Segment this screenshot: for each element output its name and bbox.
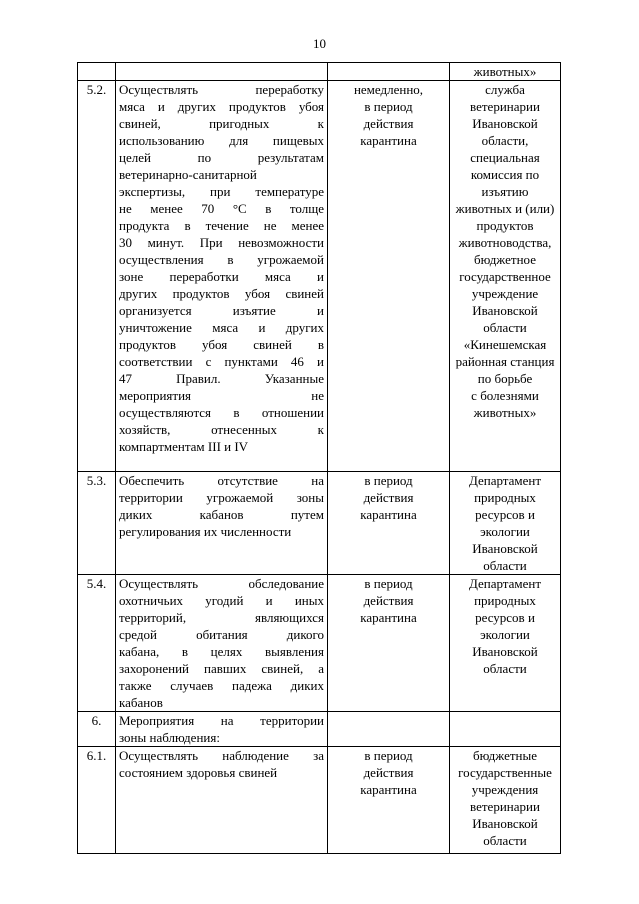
term-text — [328, 81, 450, 472]
action-text-line: ветеринарно-санитарной — [119, 167, 257, 182]
action-text-line: зоне переработки мяса и — [119, 269, 324, 284]
responsible-text-line: животных» — [473, 64, 537, 79]
action-text-line: Осуществлять наблюдение за — [119, 748, 324, 763]
responsible-text-line: ветеринарии — [470, 99, 540, 114]
responsible-text-line: государственные — [458, 765, 552, 780]
responsible-text-line: Ивановской — [472, 303, 538, 318]
responsible-text-line: Ивановской — [472, 816, 538, 831]
term-text-line: в период — [364, 473, 413, 488]
responsible-text-line: природных — [474, 593, 536, 608]
action-text-line: Обеспечить отсутствие на — [119, 473, 324, 488]
action-text-line: не менее 70 °С в толще — [119, 201, 324, 216]
action-text-line: использованию для пищевых — [119, 133, 324, 148]
responsible-text-line: области — [483, 661, 527, 676]
term-text — [328, 747, 450, 854]
action-text-line: диких кабанов путем — [119, 507, 324, 522]
action-text-line: мяса и других продуктов убоя — [119, 99, 324, 114]
action-text-line: территорий, являющихся — [119, 610, 324, 625]
responsible-text-line: учреждение — [471, 286, 539, 301]
action-text — [116, 712, 328, 747]
term-text-line: карантина — [360, 133, 417, 148]
action-text-line: кабанов — [119, 695, 163, 710]
action-text-line: мероприятия не — [119, 388, 324, 403]
term-text-line: действия — [363, 765, 414, 780]
term-text-line: действия — [363, 593, 414, 608]
responsible-text-line: служба — [485, 82, 525, 97]
responsible-text-line: экологии — [480, 524, 530, 539]
responsible-text-line: Департамент — [468, 576, 542, 591]
item-number: 5.4. — [78, 575, 116, 712]
action-text-line: зоны наблюдения: — [119, 730, 220, 745]
responsible-text-line: с болезнями — [471, 388, 539, 403]
action-text-line: других продуктов убоя свиней — [119, 286, 324, 301]
responsible-text-line: районная станция — [455, 354, 555, 369]
action-text-line: 47 Правил. Указанные — [119, 371, 324, 386]
term-text-line: карантина — [360, 782, 417, 797]
action-text-line: уничтожение мяса и других — [119, 320, 324, 335]
item-number: 6. — [78, 712, 116, 747]
responsible-text-line: Ивановской — [472, 541, 538, 556]
action-text-line: осуществления в угрожаемой — [119, 252, 324, 267]
page-number: 10 — [313, 36, 326, 51]
action-text-line: охотничьих угодий и иных — [119, 593, 324, 608]
responsible-text-line: изъятию — [481, 184, 529, 199]
responsible-text — [450, 472, 561, 575]
action-text — [116, 747, 328, 854]
table-row — [78, 81, 561, 472]
measures-table-body — [78, 63, 561, 854]
measures-table — [77, 62, 561, 854]
term-text — [328, 63, 450, 81]
responsible-text-line: бюджетные — [472, 748, 537, 763]
responsible-text-line: животноводства, — [458, 235, 552, 250]
responsible-text — [450, 575, 561, 712]
term-text-line: в период — [364, 576, 413, 591]
action-text-line: продуктов убоя свиней в — [119, 337, 324, 352]
responsible-text-line: области, — [481, 133, 529, 148]
responsible-text-line: специальная — [470, 150, 540, 165]
action-text — [116, 575, 328, 712]
responsible-text-line: Ивановской — [472, 116, 538, 131]
term-text — [328, 472, 450, 575]
responsible-text-line: животных и (или) — [455, 201, 555, 216]
responsible-text — [450, 81, 561, 472]
responsible-text-line: природных — [474, 490, 536, 505]
responsible-text — [450, 63, 561, 81]
action-text — [116, 472, 328, 575]
responsible-text-line: ресурсов и — [475, 507, 535, 522]
responsible-text — [450, 747, 561, 854]
responsible-text-line: учреждения — [471, 782, 539, 797]
action-text-line: 30 минут. При невозможности — [119, 235, 324, 250]
action-text-line: продукта в течение не менее — [119, 218, 324, 233]
action-text-line: свиней, пригодных к — [119, 116, 324, 131]
action-text-line: организуется изъятие и — [119, 303, 324, 318]
responsible-text-line: продуктов — [476, 218, 534, 233]
term-text-line: в период — [364, 748, 413, 763]
action-text-line: состоянием здоровья свиней — [119, 765, 278, 780]
responsible-text-line: экологии — [480, 627, 530, 642]
responsible-text-line: области — [483, 833, 527, 848]
action-text-line: территории угрожаемой зоны — [119, 490, 324, 505]
action-text-line: компартментам III и IV — [119, 439, 249, 454]
action-text-line: экспертизы, при температуре — [119, 184, 324, 199]
responsible-text-line: государственное — [459, 269, 551, 284]
term-text-line: карантина — [360, 610, 417, 625]
responsible-text-line: области — [483, 320, 527, 335]
action-text — [116, 81, 328, 472]
term-text-line: немедленно, — [353, 82, 424, 97]
item-number: 6.1. — [78, 747, 116, 854]
action-text-line: Осуществлять переработку — [119, 82, 324, 97]
action-text-line: Осуществлять обследование — [119, 576, 324, 591]
action-text-line: хозяйств, отнесенных к — [119, 422, 324, 437]
responsible-text-line: «Кинешемская — [463, 337, 547, 352]
action-text-line: регулирования их численности — [119, 524, 292, 539]
item-number: 5.3. — [78, 472, 116, 575]
term-text — [328, 712, 450, 747]
term-text-line: действия — [363, 116, 414, 131]
action-text-line: целей по результатам — [119, 150, 324, 165]
action-text-line: захоронений павших свиней, а — [119, 661, 324, 676]
action-text-line: Мероприятия на территории — [119, 713, 324, 728]
action-text-line: осуществляются в отношении — [119, 405, 324, 420]
responsible-text-line: по борьбе — [477, 371, 533, 386]
term-text-line: действия — [363, 490, 414, 505]
term-text — [328, 575, 450, 712]
action-text-line: соответствии с пунктами 46 и — [119, 354, 324, 369]
table-row — [78, 712, 561, 747]
responsible-text-line: ресурсов и — [475, 610, 535, 625]
term-text-line: в период — [364, 99, 413, 114]
action-text-line: также случаев падежа диких — [119, 678, 324, 693]
item-number: 5.2. — [78, 81, 116, 472]
table-row — [78, 472, 561, 575]
table-row — [78, 63, 561, 81]
responsible-text-line: Ивановской — [472, 644, 538, 659]
table-row — [78, 575, 561, 712]
action-text-line: средой обитания дикого — [119, 627, 324, 642]
responsible-text-line: ветеринарии — [470, 799, 540, 814]
responsible-text-line: бюджетное — [474, 252, 536, 267]
responsible-text — [450, 712, 561, 747]
item-number — [78, 63, 116, 81]
table-row — [78, 747, 561, 854]
action-text — [116, 63, 328, 81]
responsible-text-line: комиссия по — [470, 167, 540, 182]
responsible-text-line: области — [483, 558, 527, 573]
term-text-line: карантина — [360, 507, 417, 522]
responsible-text-line: Департамент — [468, 473, 542, 488]
action-text-line: кабана, в целях выявления — [119, 644, 324, 659]
responsible-text-line: животных» — [473, 405, 537, 420]
